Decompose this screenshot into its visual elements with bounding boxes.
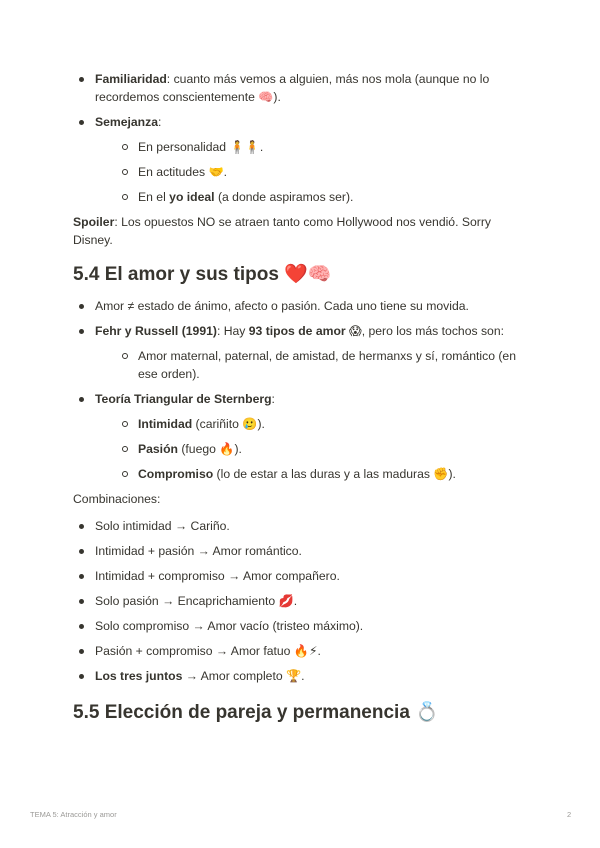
item-text: Solo intimidad → Cariño. [95,519,230,533]
term: Fehr y Russell (1991) [95,324,217,338]
bullet-icon [79,674,84,679]
combinaciones-label: Combinaciones: [73,492,161,506]
bullet-icon [79,304,84,309]
footer-title: TEMA 5: Atracción y amor [30,810,117,819]
list-item [73,617,528,635]
sub-list [95,138,528,206]
circle-bullet-icon [122,471,128,477]
term: 93 tipos de amor [248,324,346,338]
item-text: → Amor completo 🏆. [182,669,305,683]
list-item [73,567,528,585]
list-item [73,517,528,535]
item-text: (cariñito 🥲). [192,417,265,431]
bullet-list-combinations [73,517,528,685]
bullet-icon [79,524,84,529]
paragraph-text: : Los opuestos NO se atraen tanto como Hollywood nos vendió. Sorry Disney. [73,215,491,247]
item-text: : [271,392,275,406]
item-text: Intimidad + compromiso → Amor compañero. [95,569,340,583]
list-item [73,297,528,315]
bullet-icon [79,397,84,402]
page-number: 2 [567,810,572,819]
term: Pasión [138,442,178,456]
list-item [73,592,528,610]
bullet-icon [79,649,84,654]
circle-bullet-icon [122,144,128,150]
item-text: En el [138,190,170,204]
item-text: Amor ≠ estado de ánimo, afecto o pasión. Cada uno tiene su movida. [95,299,469,313]
sub-list-item [116,163,528,181]
sub-list [95,347,528,383]
term: Semejanza [95,115,159,129]
term: Spoiler [73,215,115,229]
list-item [73,322,528,383]
item-text: Intimidad + pasión → Amor romántico. [95,544,302,558]
bullet-icon [79,574,84,579]
sub-list-item [116,347,528,383]
term: Teoría Triangular de Sternberg [95,392,272,406]
term: Intimidad [138,417,193,431]
item-text: : Hay [216,324,249,338]
circle-bullet-icon [122,169,128,175]
list-item [73,113,528,206]
item-text: : cuanto más vemos a alguien, más nos mola (aunque no lo recordemos conscientemente 🧠). [95,72,490,104]
sub-list [95,415,528,483]
sub-list-item [116,415,528,433]
item-text: Amor maternal, paternal, de amistad, de hermanxs y sí, romántico (en ese orden). [138,349,516,381]
term: yo ideal [169,190,215,204]
circle-bullet-icon [122,446,128,452]
list-item [73,667,528,685]
bullet-icon [79,329,84,334]
bullet-icon [79,120,84,125]
list-item [73,542,528,560]
sub-list-item [116,440,528,458]
circle-bullet-icon [122,353,128,359]
item-text: (lo de estar a las duras y a las maduras ✊). [213,467,456,481]
bullet-icon [79,624,84,629]
item-text: En personalidad 🧍🧍. [138,140,264,154]
sub-list-item [116,138,528,156]
sub-list-item [116,465,528,483]
page-content [73,70,528,735]
bullet-icon [79,77,84,82]
list-item [73,642,528,660]
sub-list-item [116,188,528,206]
bullet-list-love [73,297,528,483]
list-item [73,70,528,106]
term: Los tres juntos [95,669,183,683]
spoiler-paragraph [73,213,528,249]
circle-bullet-icon [122,421,128,427]
item-text: (fuego 🔥). [177,442,242,456]
item-text: Solo pasión → Encaprichamiento 💋. [95,594,298,608]
item-text: En actitudes 🤝. [138,165,228,179]
list-item [73,390,528,483]
bullet-list-attraction [73,70,528,206]
bullet-icon [79,599,84,604]
circle-bullet-icon [122,194,128,200]
item-text: Pasión + compromiso → Amor fatuo 🔥⚡. [95,644,321,658]
section-heading-5-4: 5.4 El amor y sus tipos ❤️🧠 [73,264,332,285]
item-text: (a donde aspiramos ser). [214,190,354,204]
item-text: Solo compromiso → Amor vacío (tristeo máximo). [95,619,364,633]
item-text: 😱, pero los más tochos son: [345,324,504,338]
bullet-icon [79,549,84,554]
item-text: : [158,115,162,129]
term: Familiaridad [95,72,167,86]
term: Compromiso [138,467,214,481]
section-heading-5-5: 5.5 Elección de pareja y permanencia 💍 [73,702,439,723]
